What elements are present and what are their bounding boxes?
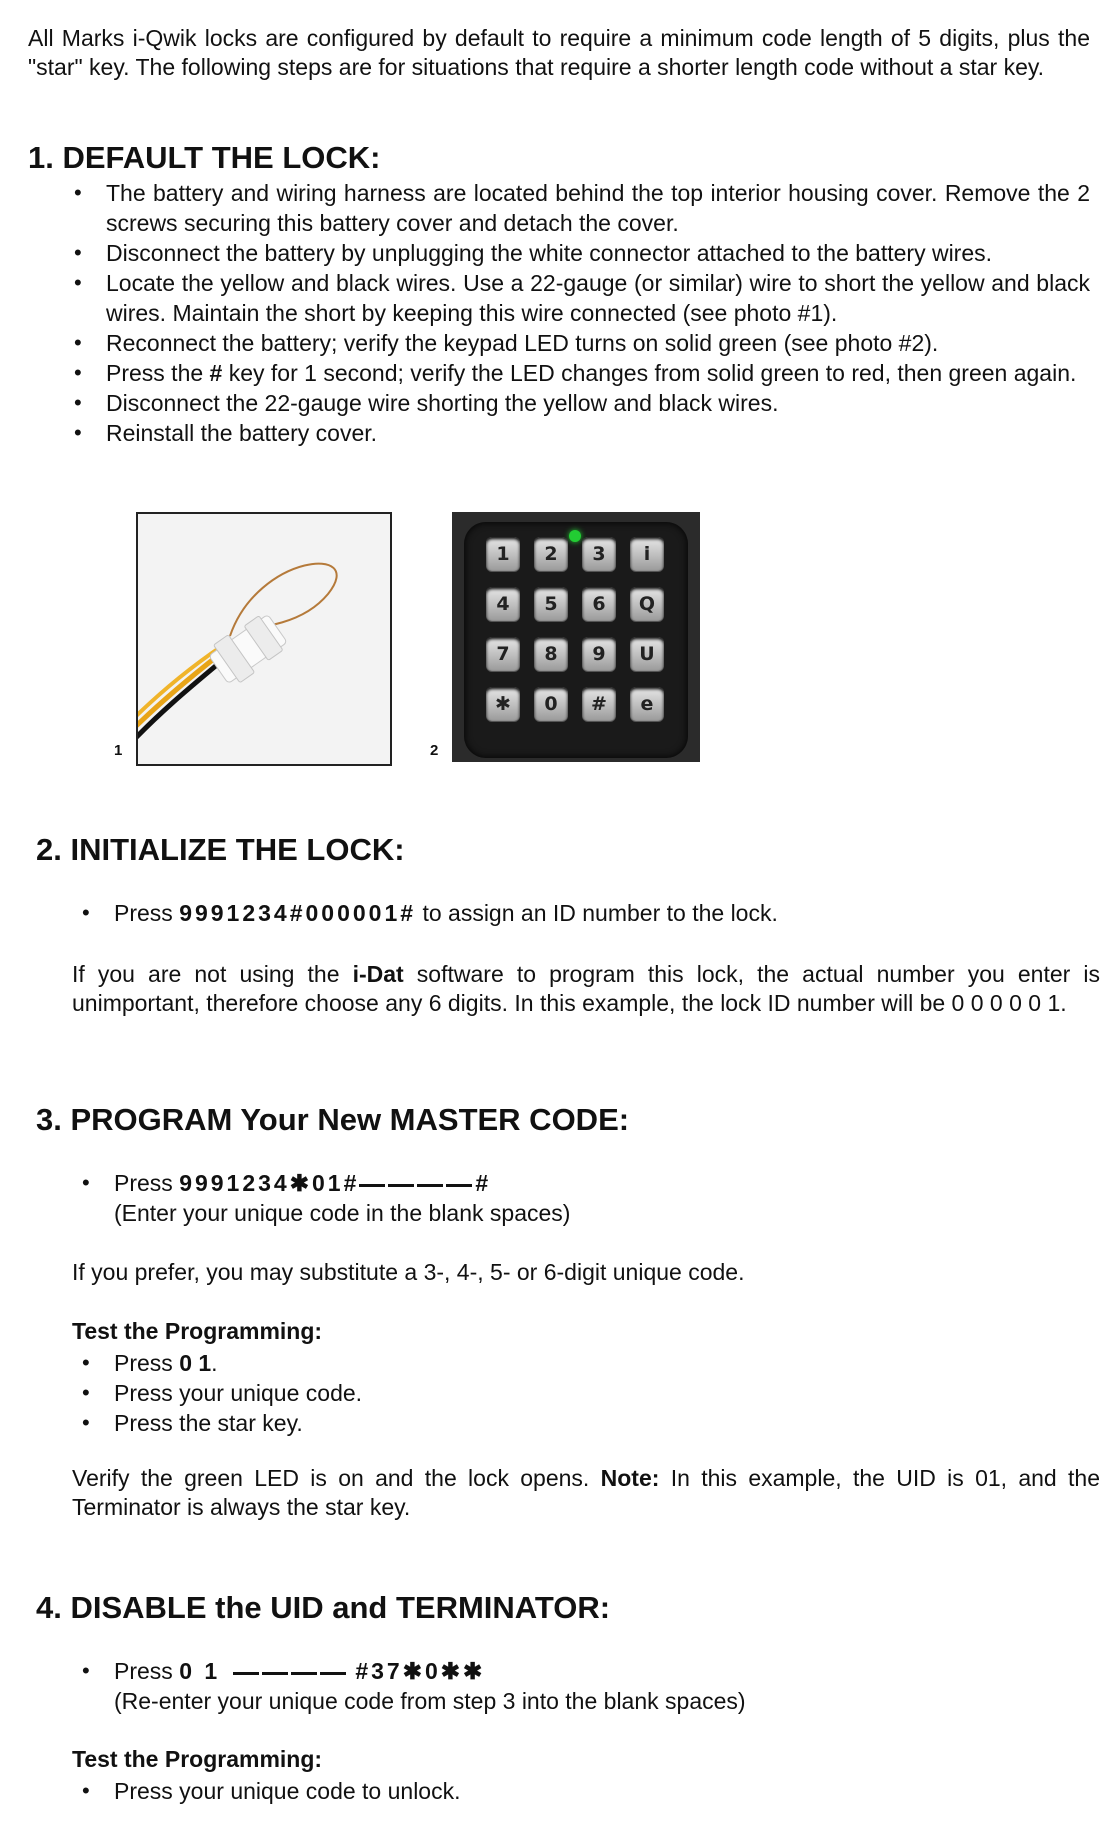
code-blank: [446, 1184, 472, 1187]
section-4-list: [80, 1656, 1090, 1716]
key-0: 0: [534, 687, 568, 721]
section-1-heading: 1. DEFAULT THE LOCK:: [28, 140, 381, 175]
key-8: 8: [534, 637, 568, 671]
code-blank: [291, 1672, 317, 1675]
key-1: 1: [486, 537, 520, 571]
section-3-list: [80, 1168, 1090, 1228]
key-6: 6: [582, 587, 616, 621]
list-item: • Press 0 1.: [80, 1348, 1090, 1378]
section-3-note-paragraph: Verify the green LED is on and the lock opens. Note: In this example, the UID is 01, and the Terminator is always the star key.: [72, 1465, 1100, 1520]
key-star: ✱: [486, 687, 520, 721]
list-item: • Reconnect the battery; verify the keypad LED turns on solid green (see photo #2).: [72, 328, 1090, 358]
section-3-test-list: [80, 1348, 1090, 1438]
key-9: 9: [582, 637, 616, 671]
key-q: Q: [630, 587, 664, 621]
key-u: U: [630, 637, 664, 671]
list-item: • Press the # key for 1 second; verify the LED changes from solid green to red, then green again.: [72, 358, 1090, 388]
section-4-test-list: [80, 1776, 1090, 1806]
key-7: 7: [486, 637, 520, 671]
key-hash: #: [582, 687, 616, 721]
test-programming-heading-2: Test the Programming:: [72, 1746, 323, 1772]
key-4: 4: [486, 587, 520, 621]
section-3-paragraph: If you prefer, you may substitute a 3-, 4-, 5- or 6-digit unique code.: [72, 1259, 745, 1285]
section-2-paragraph: If you are not using the i-Dat software to program this lock, the actual number you enter is unimportant, therefore choose any 6 digits. In this example, the lock ID number will be 0 0 0 0 0 1.: [72, 961, 1100, 1016]
code-blank: [262, 1672, 288, 1675]
section-1-list: [72, 178, 1090, 448]
list-item: • Press the star key.: [80, 1408, 1090, 1438]
intro-paragraph: All Marks i-Qwik locks are configured by default to require a minimum code length of 5 digits, plus the "star" key. The following steps are for situations that require a shorter length code without a star key.: [28, 25, 1090, 80]
list-item: • Press 9991234#000001# to assign an ID number to the lock.: [80, 898, 1090, 928]
photo-wire-loop: [136, 512, 392, 766]
wire-loop-image: [138, 514, 390, 764]
key-e: e: [630, 687, 664, 721]
list-item: • Reinstall the battery cover.: [72, 418, 1090, 448]
list-item: • Press your unique code.: [80, 1378, 1090, 1408]
code-blank: [359, 1184, 385, 1187]
code-blank: [388, 1184, 414, 1187]
key-3: 3: [582, 537, 616, 571]
section-4-heading: 4. DISABLE the UID and TERMINATOR:: [36, 1590, 611, 1625]
key-5: 5: [534, 587, 568, 621]
led-indicator: [569, 530, 581, 542]
list-item: • Press 9991234✱01# # (Enter your unique code in the blank spaces): [80, 1168, 1090, 1228]
test-programming-heading: Test the Programming:: [72, 1318, 323, 1344]
code-blank: [320, 1672, 346, 1675]
list-item: • Press 0 1 #37✱0✱✱ (Re-enter your unique code from step 3 into the blank spaces): [80, 1656, 1090, 1716]
section-2-heading: 2. INITIALIZE THE LOCK:: [36, 832, 405, 867]
code-blank: [233, 1672, 259, 1675]
code-blank: [417, 1184, 443, 1187]
list-item: • Disconnect the 22-gauge wire shorting the yellow and black wires.: [72, 388, 1090, 418]
photo-keypad: [452, 512, 700, 762]
list-item: • Locate the yellow and black wires. Use a 22-gauge (or similar) wire to short the yellow and black wires. Maintain the short by keeping this wire connected (see photo #1).: [72, 268, 1090, 328]
photo-1-caption: 1: [114, 742, 123, 759]
list-item: • Disconnect the battery by unplugging the white connector attached to the battery wires.: [72, 238, 1090, 268]
section-3-heading: 3. PROGRAM Your New MASTER CODE:: [36, 1102, 630, 1137]
list-item: • Press your unique code to unlock.: [80, 1776, 1090, 1806]
section-2-list: [80, 898, 1090, 928]
list-item: • The battery and wiring harness are located behind the top interior housing cover. Remove the 2 screws securing this battery cover and detach the cover.: [72, 178, 1090, 238]
photo-2-caption: 2: [430, 742, 439, 759]
key-i: i: [630, 537, 664, 571]
key-2: 2: [534, 537, 568, 571]
